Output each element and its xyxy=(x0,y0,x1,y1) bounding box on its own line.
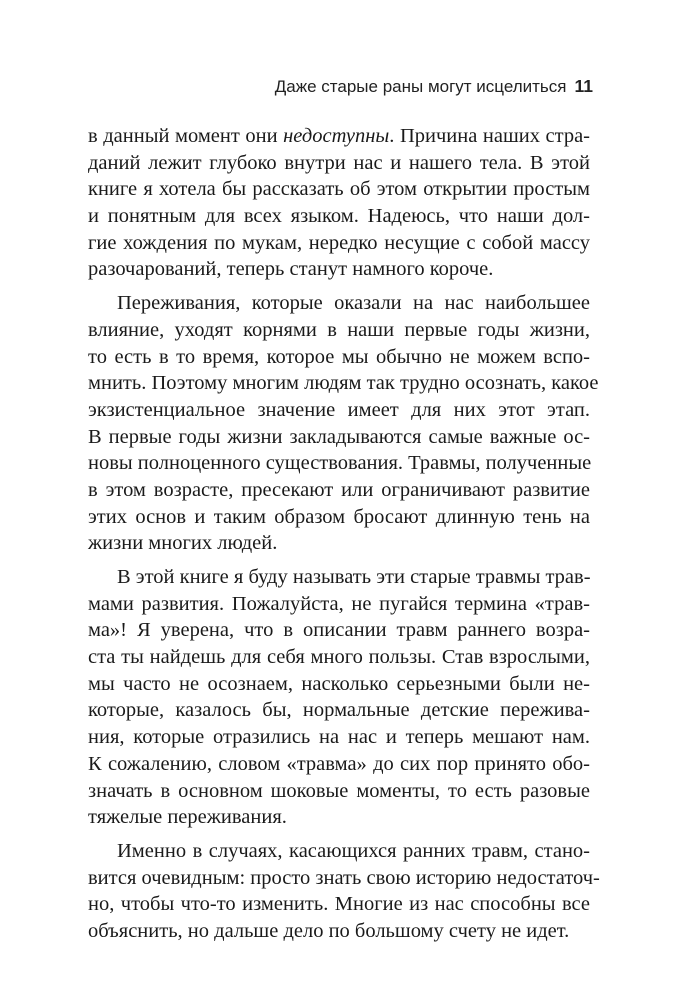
text-line xyxy=(88,838,590,865)
text-line xyxy=(88,344,590,371)
text-segment: В этой книге я буду называть эти старые травмы трав- xyxy=(117,566,591,588)
text-line xyxy=(88,891,590,918)
paragraph xyxy=(88,564,590,831)
text-line xyxy=(88,751,590,778)
text-segment: в данный момент они xyxy=(88,125,284,147)
text-segment: В первые годы жизни закладываются самые важные ос- xyxy=(88,425,590,448)
text-line xyxy=(88,504,590,531)
text-line xyxy=(88,918,590,945)
text-line xyxy=(88,644,590,671)
text-segment: которые, казалось бы, нормальные детские пережива- xyxy=(88,699,590,722)
paragraph xyxy=(88,123,590,283)
text-line xyxy=(88,256,590,283)
text-line xyxy=(88,150,590,177)
text-segment: и понятным для всех языком. Надеюсь, что наши дол- xyxy=(88,205,590,228)
text-line xyxy=(88,397,590,424)
text-segment: жизни многих людей. xyxy=(88,532,278,555)
text-line xyxy=(88,317,590,344)
text-line xyxy=(88,617,590,644)
text-segment: гие хождения по мукам, нередко несущие с собой массу xyxy=(88,231,590,254)
text-line xyxy=(88,290,590,317)
text-segment: книге я хотела бы рассказать об этом открытии простым xyxy=(88,178,590,201)
text-line xyxy=(88,804,590,831)
text-segment: значать в основном шоковые моменты, то есть разовые xyxy=(88,779,590,802)
text-line xyxy=(88,865,600,892)
page-number: 11 xyxy=(574,76,593,96)
text-line xyxy=(88,697,590,724)
text-segment: даний лежит глубоко внутри нас и нашего тела. В этой xyxy=(88,151,590,174)
text-line xyxy=(88,591,590,618)
text-line xyxy=(88,203,590,230)
text-line xyxy=(88,671,590,698)
text-line xyxy=(88,123,590,150)
text-segment: экзистенциальное значение имеет для них этот этап. xyxy=(88,398,590,421)
paragraph xyxy=(88,290,599,557)
text-line xyxy=(88,176,590,203)
text-segment: то есть в то время, которое мы обычно не можем вспо- xyxy=(88,345,590,368)
text-segment: влияние, уходят корнями в наши первые годы жизни, xyxy=(88,318,590,341)
text-segment: ма»! Я уверена, что в описании травм раннего возра- xyxy=(88,619,590,642)
text-segment: новы полноценного существования. Травмы, полученные xyxy=(88,452,592,475)
text-segment: но, чтобы что-то изменить. Многие из нас способны все xyxy=(88,893,590,916)
text-segment: Переживания, которые оказали на нас наибольшее xyxy=(117,292,590,315)
text-segment: . Причина наших стра- xyxy=(389,125,590,147)
running-title: Даже старые раны могут исцелиться xyxy=(274,77,567,96)
paragraph xyxy=(88,838,600,945)
text-segment: мнить. Поэтому многим людям так трудно осознать, какое xyxy=(88,372,599,395)
text-segment: тяжелые переживания. xyxy=(88,806,287,829)
text-segment: мы часто не осознаем, насколько серьезными были не- xyxy=(88,672,590,695)
text-line xyxy=(88,450,590,477)
text-line xyxy=(88,724,590,751)
text-segment: в этом возрасте, пресекают или ограничивают развитие xyxy=(88,478,590,501)
text-line xyxy=(88,530,590,557)
text-line xyxy=(88,778,590,805)
text-segment: вится очевидным: просто знать свою историю недостаточ- xyxy=(88,866,600,889)
text-segment: разочарований, теперь станут намного короче. xyxy=(88,258,494,281)
text-segment: мами развития. Пожалуйста, не пугайся термина «трав- xyxy=(88,592,590,615)
text-segment: Именно в случаях, касающихся ранних травм, стано- xyxy=(117,839,590,862)
text-segment: ния, которые отразились на нас и теперь мешают нам. xyxy=(88,726,590,749)
text-segment: ста ты найдешь для себя много пользы. Став взрослыми, xyxy=(88,646,590,669)
text-line xyxy=(88,230,590,257)
text-segment: объяснить, но дальше дело по большому счету не идет. xyxy=(88,919,570,942)
text-line xyxy=(88,564,590,591)
emphasis-text: недоступны xyxy=(283,125,390,147)
text-segment: К сожалению, словом «травма» до сих пор принято обо- xyxy=(88,752,590,775)
text-line xyxy=(88,370,599,397)
body-text xyxy=(88,123,600,952)
running-header xyxy=(275,76,593,97)
text-line xyxy=(88,424,590,451)
text-segment: этих основ и таким образом бросают длинную тень на xyxy=(88,505,590,528)
text-line xyxy=(88,477,590,504)
